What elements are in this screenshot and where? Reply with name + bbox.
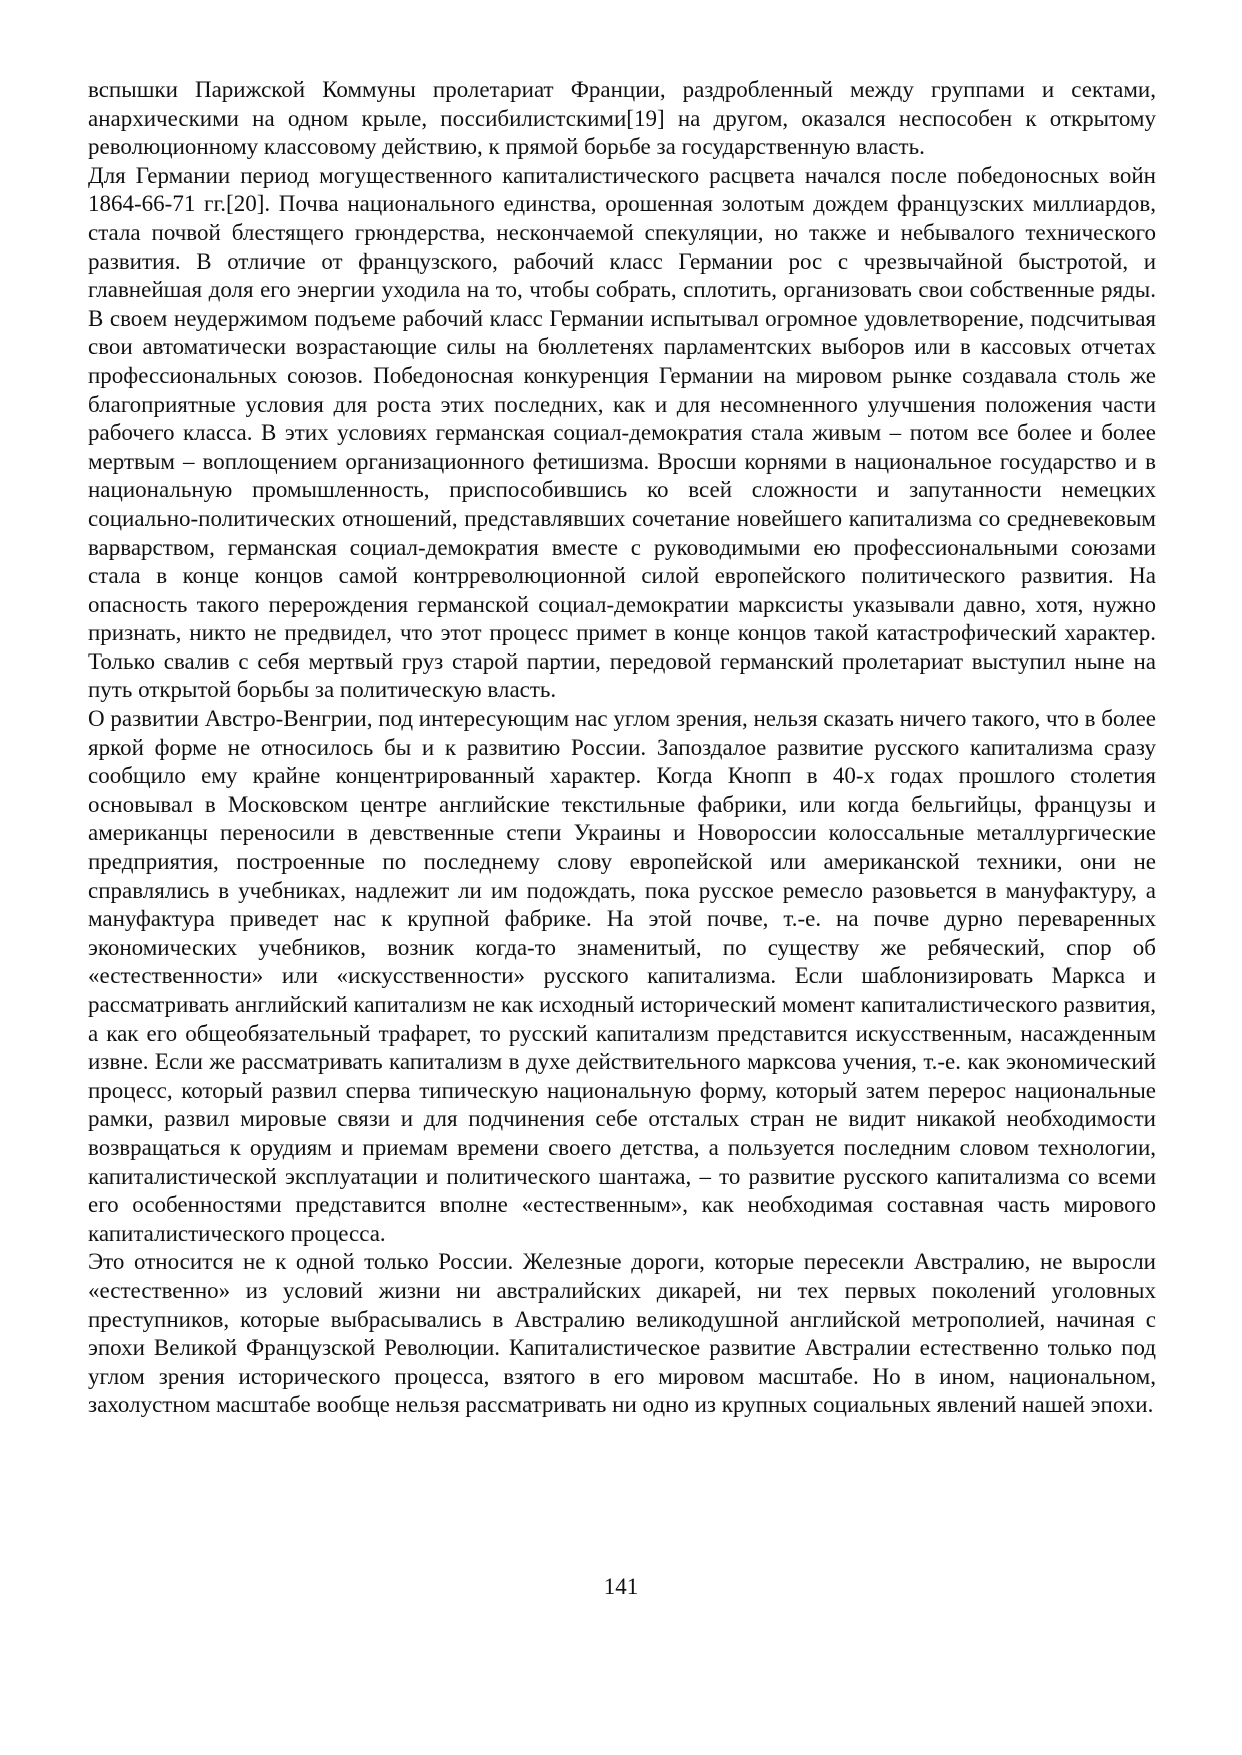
document-body: [88, 76, 1156, 1420]
paragraph-paris-commune: вспышки Парижской Коммуны пролетариат Франции, раздробленный между группами и сектами, анархическими на одном крыле, поссибилистскими[19] на другом, оказался неспособен к открытому революционному классовому действию, к прямой борьбе за государственную власть.: [88, 77, 1156, 160]
paragraph-australia: Это относится не к одной только России. Железные дороги, которые пересекли Австралию, не выросли «естественно» из условий жизни ни австралийских дикарей, ни тех первых поколений уголовных преступников, которые выбрасывались в Австралию великодушной английской метрополией, начиная с эпохи Великой Французской Революции. Капиталистическое развитие Австралии естественно только под углом зрения исторического процесса, взятого в его мировом масштабе. Но в ином, национальном, захолустном масштабе вообще нельзя рассматривать ни одно из крупных социальных явлений нашей эпохи.: [88, 1249, 1156, 1418]
paragraph-germany: Для Германии период могущественного капиталистического расцвета начался после победоносных войн 1864-66-71 гг.[20]. Почва национального единства, орошенная золотым дождем французских миллиардов, стала почвой блестящего грюндерства, нескончаемой спекуляции, но также и небывалого технического развития. В отличие от французского, рабочий класс Германии рос с чрезвычайной быстротой, и главнейшая доля его энергии уходила на то, чтобы собрать, сплотить, организовать свои собственные ряды. В своем неудержимом подъеме рабочий класс Германии испытывал огромное удовлетворение, подсчитывая свои автоматически возрастающие силы на бюллетенях парламентских выборов или в кассовых отчетах профессиональных союзов. Победоносная конкуренция Германии на мировом рынке создавала столь же благоприятные условия для роста этих последних, как и для несомненного улучшения положения части рабочего класса. В этих условиях германская социал-демократия стала живым – потом все более и более мертвым – воплощением организационного фетишизма. Вросши корнями в национальное государство и в национальную промышленность, приспособившись ко всей сложности и запутанности немецких социально-политических отношений, представлявших сочетание новейшего капитализма со средневековым варварством, германская социал-демократия вместе с руководимыми ею профессиональными союзами стала в конце концов самой контрреволюционной силой европейского политического развития. На опасность такого перерождения германской социал-демократии марксисты указывали давно, хотя, нужно признать, никто не предвидел, что этот процесс примет в конце концов такой катастрофический характер. Только свалив с себя мертвый груз старой партии, передовой германский пролетариат выступил ныне на путь открытой борьбы за политическую власть.: [88, 162, 1156, 703]
paragraph-austria-russia: О развитии Австро-Венгрии, под интересующим нас углом зрения, нельзя сказать ничего такого, что в более яркой форме не относилось бы и к развитию России. Запоздалое развитие русского капитализма сразу сообщило ему крайне концентрированный характер. Когда Кнопп в 40-х годах прошлого столетия основывал в Московском центре английские текстильные фабрики, или когда бельгийцы, французы и американцы переносили в девственные степи Украины и Новороссии колоссальные металлургические предприятия, построенные по последнему слову европейской или американской техники, они не справлялись в учебниках, надлежит ли им подождать, пока русское ремесло разовьется в мануфактуру, а мануфактура приведет нас к крупной фабрике. На этой почве, т.-е. на почве дурно переваренных экономических учебников, возник когда-то знаменитый, по существу же ребяческий, спор об «естественности» или «искусственности» русского капитализма. Если шаблонизировать Маркса и рассматривать английский капитализм не как исходный исторический момент капиталистического развития, а как его общеобязательный трафарет, то русский капитализм представится искусственным, насажденным извне. Если же рассматривать капитализм в духе действительного марксова учения, т.-е. как экономический процесс, который развил сперва типическую национальную форму, который затем перерос национальные рамки, развил мировые связи и для подчинения себе отсталых стран не видит никакой необходимости возвращаться к орудиям и приемам времени своего детства, а пользуется последним словом технологии, капиталистической эксплуатации и политического шантажа, – то развитие русского капитализма со всеми его особенностями представится вполне «естественным», как необходимая составная часть мирового капиталистического процесса.: [88, 706, 1156, 1246]
page-number: 141: [603, 1574, 639, 1599]
